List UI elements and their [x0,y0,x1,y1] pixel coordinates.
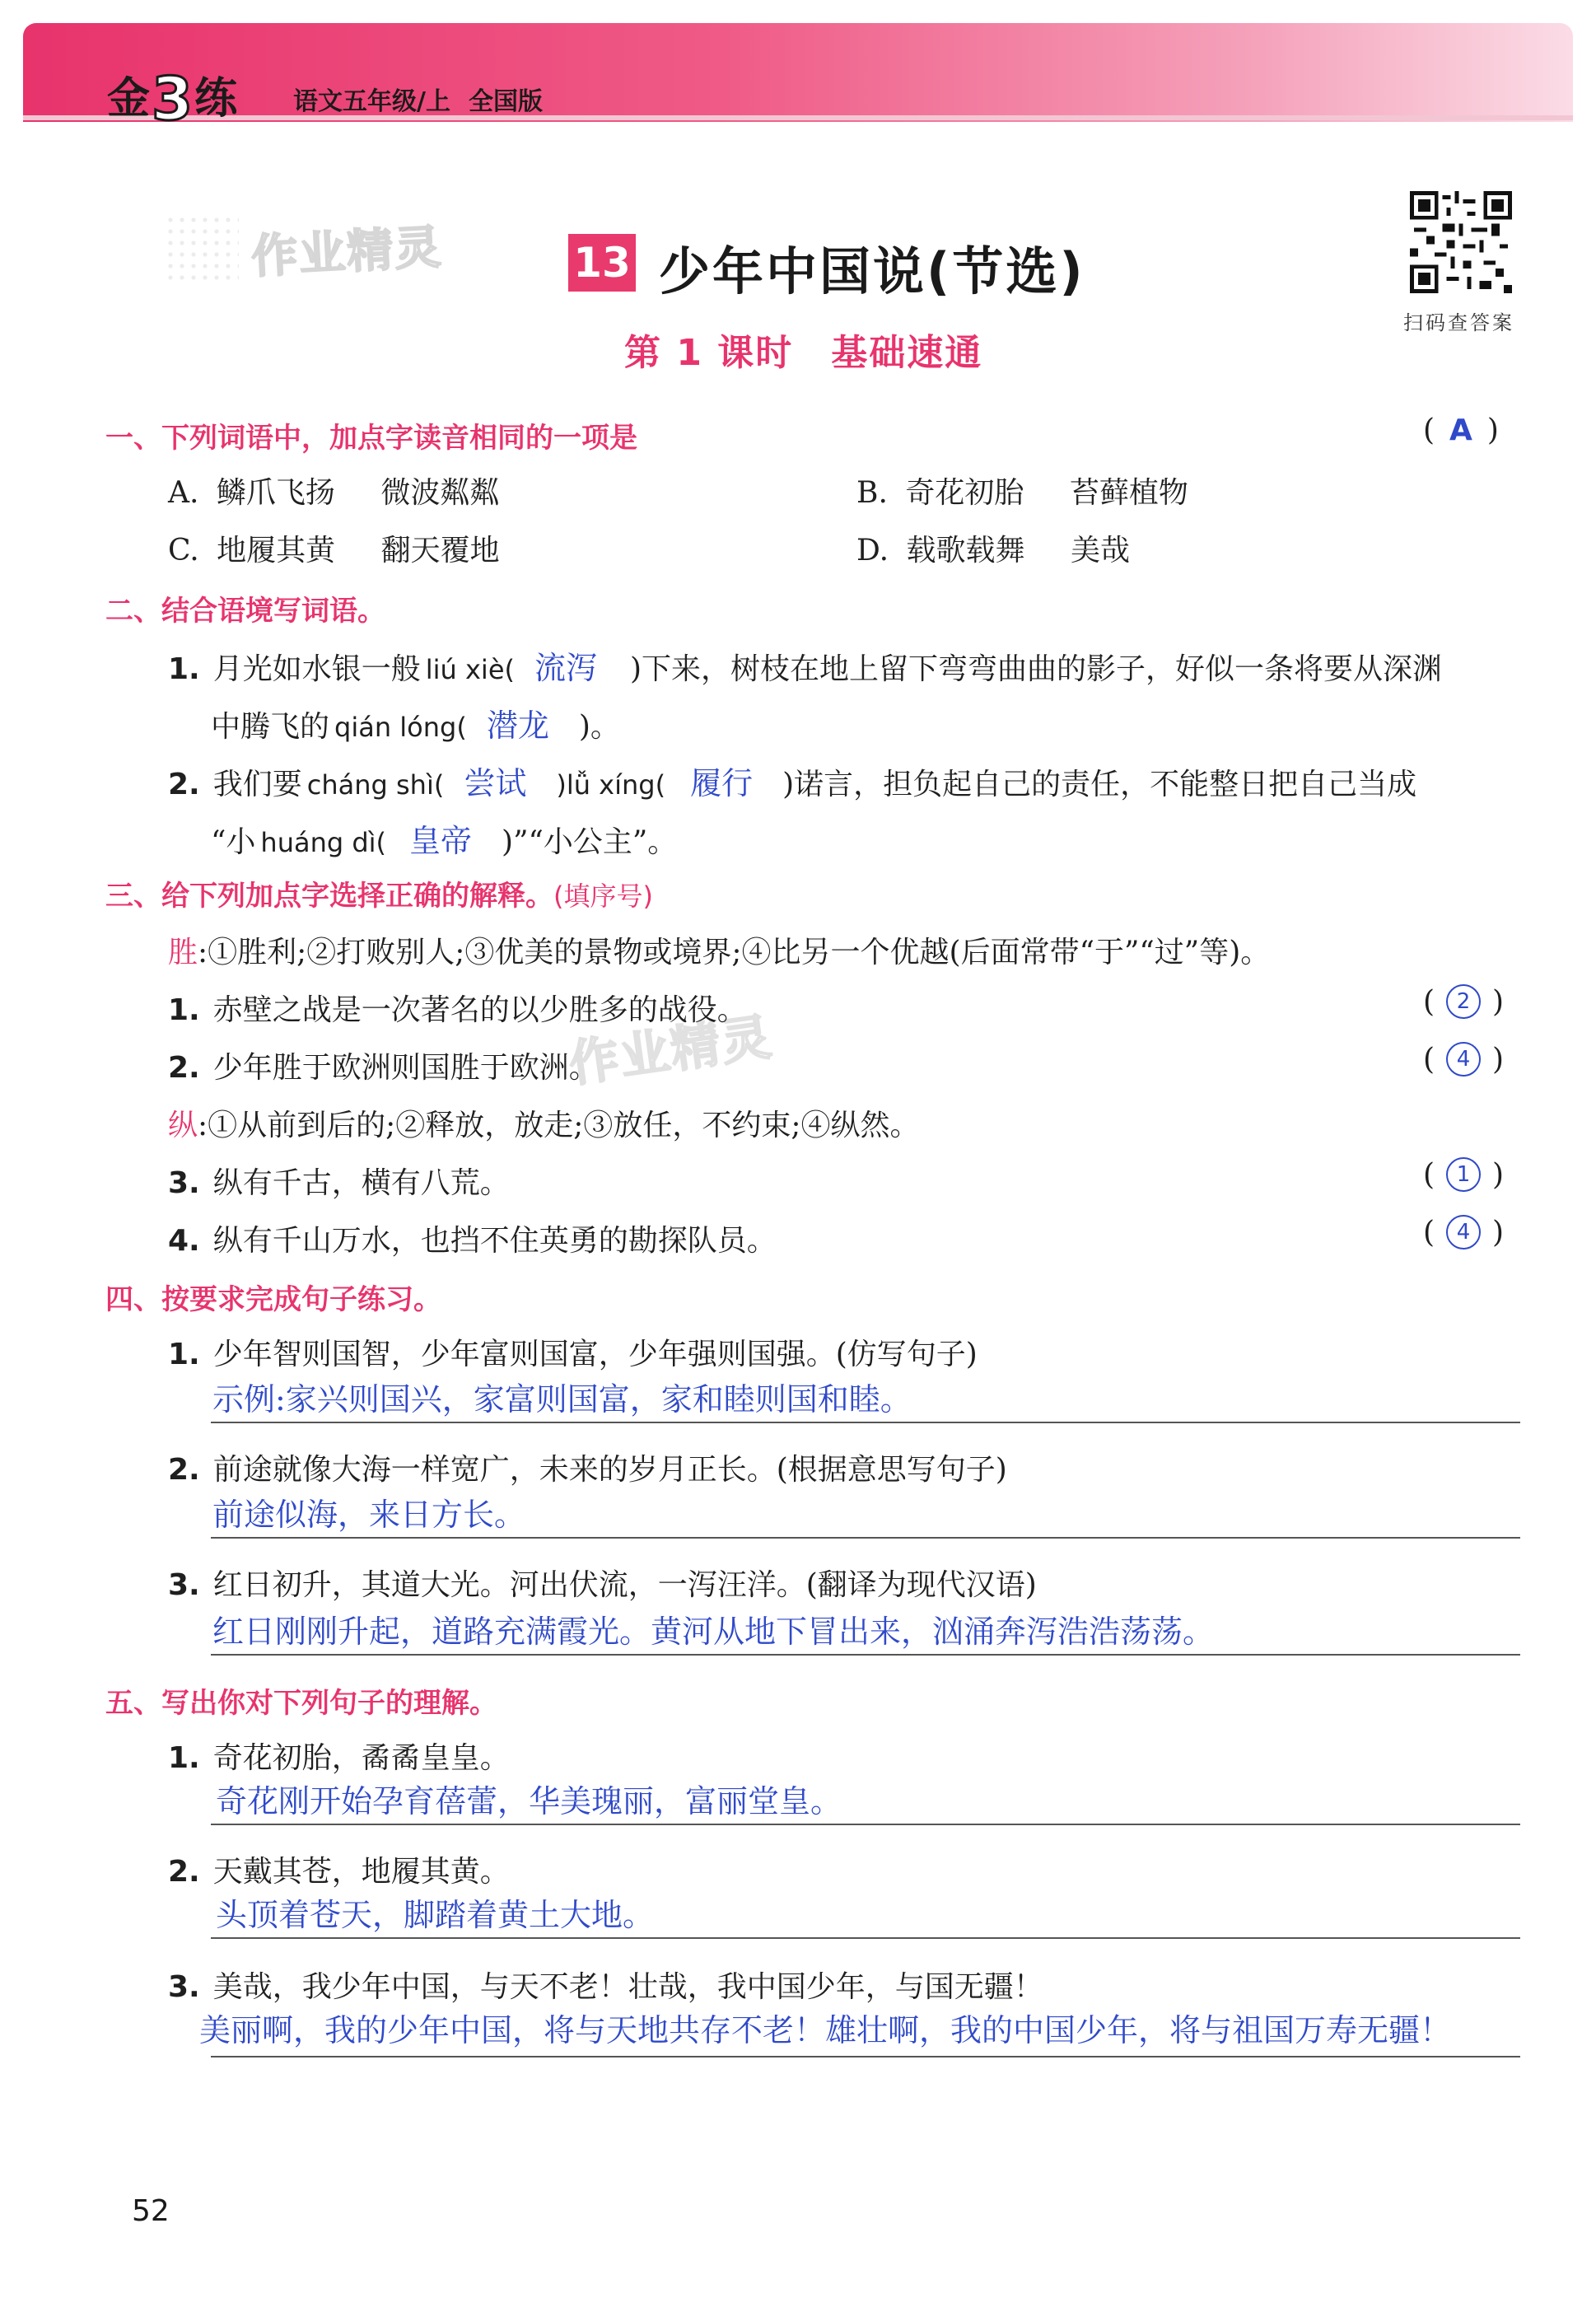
option-c [168,527,500,569]
s4-question-3 [168,1562,1037,1604]
lesson-number-badge: 13 [568,234,636,292]
text: 月光如水银一般 [212,652,421,686]
question-number: 3. [168,1568,200,1602]
s3-answer-1-box: ( 2 ) [1423,985,1505,1019]
watermark-dots [165,214,239,280]
question-text: 美哉，我少年中国，与天不老！壮哉，我中国少年，与国无疆！ [212,1970,1043,2004]
option-a [168,469,499,511]
definition-head: 胜 [168,936,198,969]
watermark-top: 作业精灵 [250,220,444,285]
s3-answer-3-box: ( 1 ) [1423,1158,1505,1192]
option-b [856,469,1188,511]
option-d [856,527,1130,569]
answer-word: 潜龙 [486,708,549,744]
question-text: 纵有千山万水，也挡不住英勇的勘探队员。 [212,1224,777,1258]
qr-code-icon[interactable] [1410,191,1512,293]
brand-number: 3 [152,64,195,133]
question-text: 前途就像大海一样宽广，未来的岁月正长。(根据意思写句子) [212,1453,1007,1487]
section-1-answer-box: ( A ) [1423,413,1499,447]
question-number: 2. [168,1051,200,1085]
text: )”“小公主”。 [502,825,678,859]
s3-answer-3: 1 [1446,1157,1481,1192]
s3-question-2 [168,1044,599,1086]
question-number: 4. [168,1224,200,1258]
question-number: 2. [168,1453,200,1487]
s3-answer-1: 2 [1446,984,1481,1019]
question-text: 纵有千古，横有八荒。 [212,1166,510,1200]
definition-text: :①从前到后的;②释放，放走;③放任，不约束;④纵然。 [198,1109,920,1142]
brand-prefix: 金 [107,74,152,124]
s3-question-4 [168,1217,777,1259]
question-text: 天戴其苍，地履其黄。 [212,1855,510,1889]
s2-question-1-line-1 [168,642,1442,688]
section-3-title-text: 三、给下列加点字选择正确的解释。 [105,880,553,913]
question-number: 1. [168,1741,200,1775]
option-word-1: 奇花初胎 [905,476,1024,510]
s5-question-2 [168,1848,510,1890]
s5-question-1 [168,1735,510,1777]
lesson-title: 少年中国说(节选) [659,241,1085,301]
section-3-title [105,873,653,913]
answer-rule [211,1937,1520,1939]
s3-answer-4: 4 [1446,1215,1481,1249]
answer-rule [211,1422,1520,1423]
text: )诺言，担负起自己的责任，不能整日把自己当成 [782,768,1417,801]
question-number: 3. [168,1970,200,2004]
question-number: 1. [168,993,200,1027]
option-word-1: 载歌载舞 [906,534,1025,567]
answer-rule [211,1824,1520,1825]
s2-question-1-line-2 [211,700,620,745]
section-1-answer: A [1449,413,1472,447]
question-number: 1. [168,652,200,686]
definition-zong [168,1102,920,1144]
answer-word: 履行 [690,765,754,801]
watermark-middle: 作业精灵 [566,1008,777,1094]
answer-word: 尝试 [464,765,527,801]
s3-answer-2-box: ( 4 ) [1423,1043,1505,1077]
definition-text: :①胜利;②打败别人;③优美的景物或境界;④比另一个优越(后面常带“于”“过”等)。 [198,936,1271,969]
option-word-2: 美哉 [1070,534,1130,567]
definition-head: 纵 [168,1109,198,1142]
pinyin: liú xiè( [425,654,515,685]
s2-question-2-line-1 [168,758,1416,803]
section-2-title: 二、结合语境写词语。 [105,595,385,628]
brand-suffix: 练 [194,74,240,124]
header-divider [23,115,1573,120]
answer-word: 皇帝 [409,823,473,859]
lesson-subtitle: 第 1 课时 基础速通 [624,332,983,374]
option-word-2: 微波粼粼 [380,476,500,510]
option-word-1: 地履其黄 [217,534,336,567]
answer-word: 流泻 [534,650,597,686]
pinyin: )lǚ xíng( [556,769,666,801]
page-number: 52 [132,2194,170,2228]
option-label: D. [856,534,889,567]
option-word-2: 苔藓植物 [1069,476,1188,510]
brand-logo [107,58,240,133]
pinyin: cháng shì( [306,769,445,801]
answer-rule [211,2056,1520,2057]
question-text: 少年智则国智，少年富则国富，少年强则国强。(仿写句子) [212,1338,978,1371]
s2-question-2-line-2 [211,815,677,861]
section-4-title: 四、按要求完成句子练习。 [105,1283,441,1316]
text: “小 [211,825,256,859]
answer-rule [211,1537,1520,1539]
section-3-title-note: (填序号) [553,880,653,912]
s5-answer-1: 奇花刚开始孕育蓓蕾，华美瑰丽，富丽堂皇。 [216,1783,842,1819]
question-text: 赤壁之战是一次著名的以少胜多的战役。 [212,993,747,1027]
option-word-2: 翻天覆地 [380,534,500,567]
question-number: 2. [168,1855,200,1889]
qr-label: 扫码查答案 [1403,311,1514,334]
text: 我们要 [212,768,302,801]
question-text: 少年胜于欧洲则国胜于欧洲。 [212,1051,599,1085]
answer-rule [211,1654,1520,1656]
option-label: A. [168,476,199,510]
book-info [293,81,543,117]
edition-label: 全国版 [468,87,543,116]
s5-answer-3: 美丽啊，我的少年中国，将与天地共存不老！雄壮啊，我的中国少年，将与祖国万寿无疆！ [199,2012,1452,2048]
s4-question-2 [168,1446,1007,1488]
definition-sheng [168,929,1270,971]
s4-answer-2: 前途似海，来日方长。 [212,1497,526,1533]
question-number: 2. [168,768,200,801]
s4-question-1 [168,1331,978,1373]
section-5-title: 五、写出你对下列句子的理解。 [105,1687,497,1720]
s3-answer-2: 4 [1446,1042,1481,1077]
option-word-1: 鳞爪飞扬 [216,476,335,510]
option-label: C. [168,534,199,567]
option-label: B. [856,476,888,510]
s5-answer-2: 头顶着苍天，脚踏着黄土大地。 [216,1897,655,1933]
pinyin: huáng dì( [260,827,387,858]
s3-question-3 [168,1160,510,1202]
pinyin: qián lóng( [334,712,467,743]
question-text: 红日初升，其道大光。河出伏流，一泻汪洋。(翻译为现代汉语) [212,1568,1037,1602]
s3-answer-4-box: ( 4 ) [1423,1216,1505,1249]
text: )。 [578,710,620,744]
question-number: 3. [168,1166,200,1200]
header-banner [23,23,1573,122]
text: )下来，树枝在地上留下弯弯曲曲的影子，好似一条将要从深渊 [630,652,1443,686]
s4-answer-3: 红日刚刚升起，道路充满霞光。黄河从地下冒出来，汹涌奔泻浩浩荡荡。 [212,1614,1215,1650]
question-text: 奇花初胎，矞矞皇皇。 [212,1741,510,1775]
section-1-title: 一、下列词语中，加点字读音相同的一项是 [105,422,637,455]
question-number: 1. [168,1338,200,1371]
text: 中腾飞的 [211,710,330,744]
s5-question-3 [168,1964,1043,2006]
s3-question-1 [168,987,747,1029]
s4-answer-1: 示例:家兴则国兴，家富则国富，家和睦则国和睦。 [212,1381,912,1418]
subject-label: 语文五年级/上 [293,87,450,116]
